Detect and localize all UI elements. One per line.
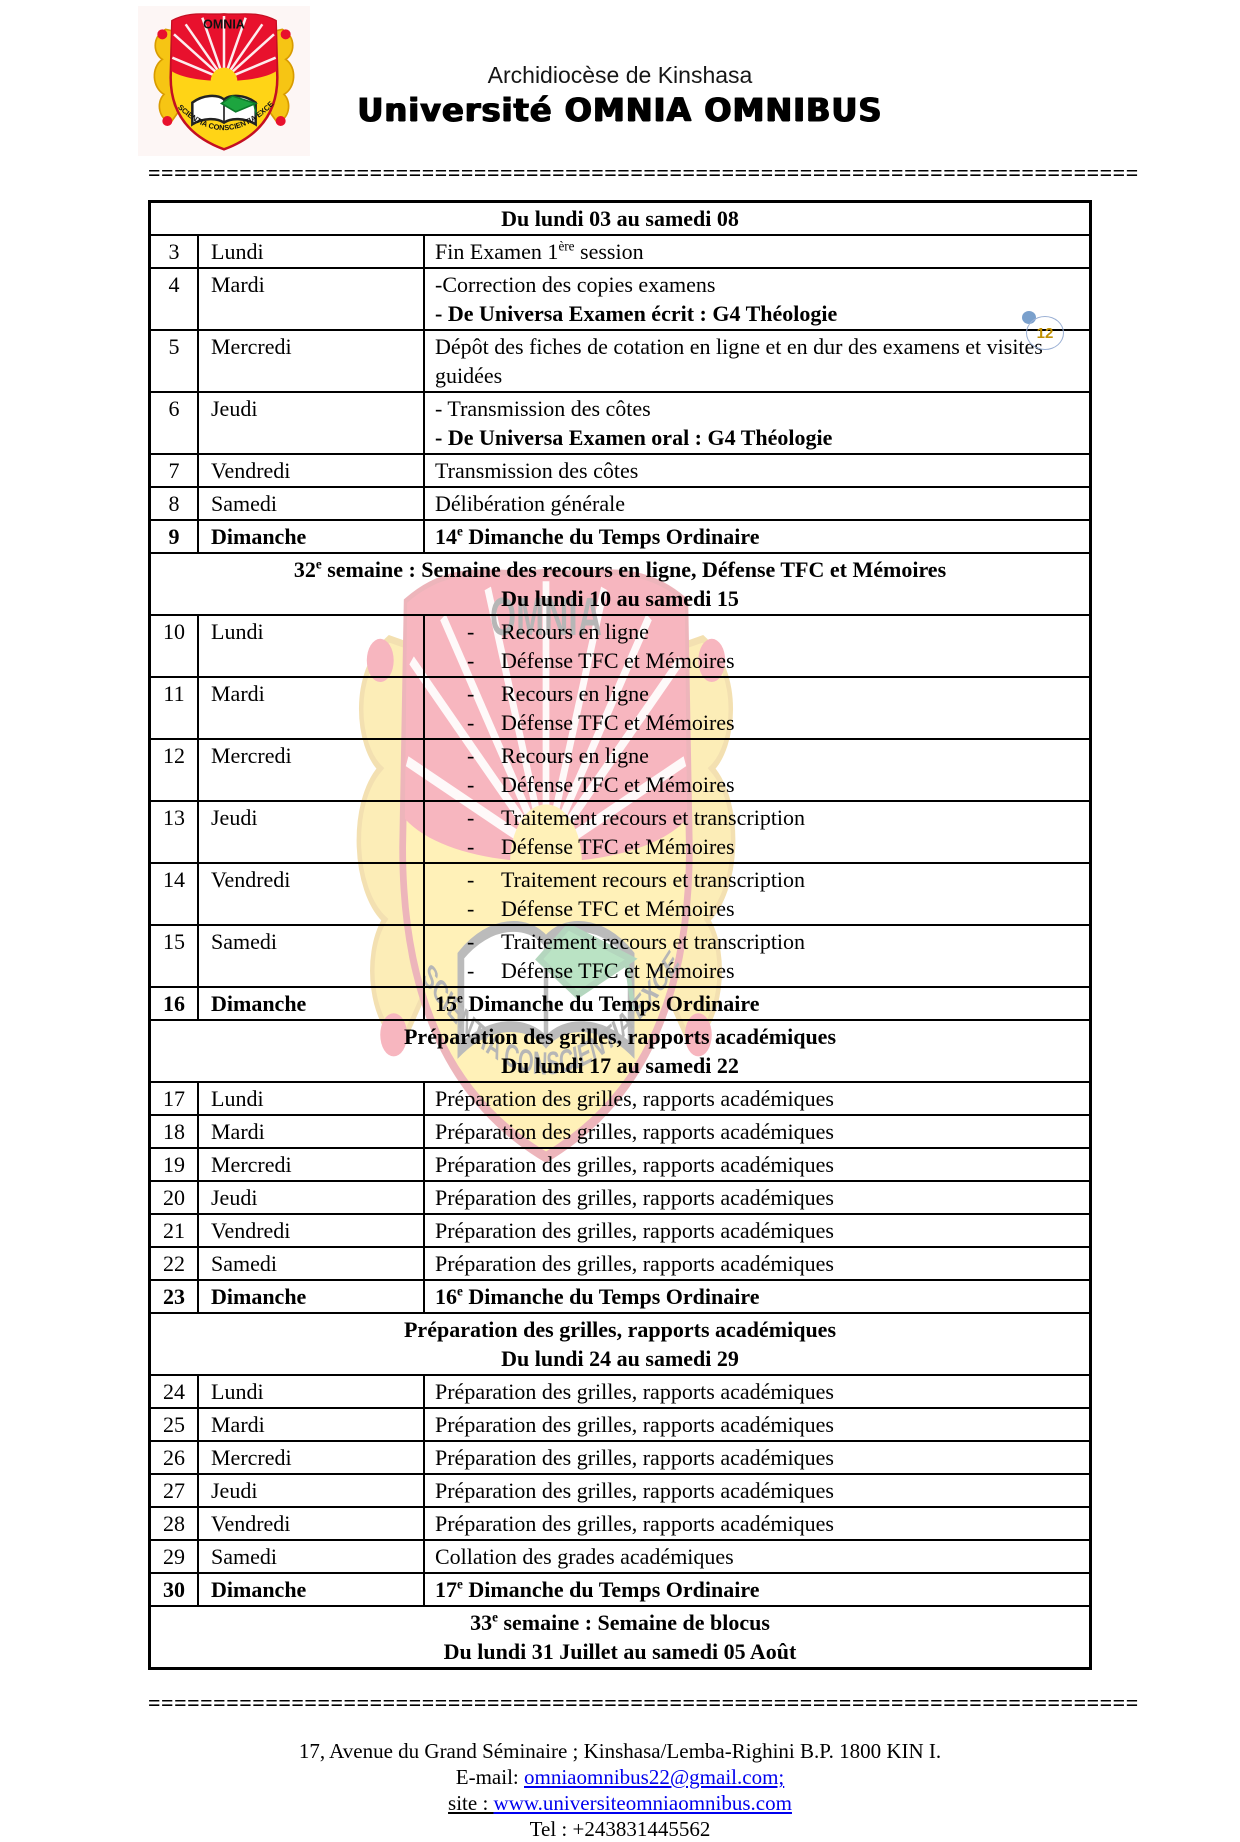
day-row <box>151 1473 1089 1506</box>
site-link[interactable]: www.universiteomniaomnibus.com <box>493 1791 792 1815</box>
activity-line: - Recours en ligne <box>467 681 649 706</box>
activity-line: 16e Dimanche du Temps Ordinaire <box>435 1283 760 1309</box>
section-line: 33e semaine : Semaine de blocus <box>470 1609 770 1635</box>
activity-line: - Défense TFC et Mémoires <box>467 958 735 983</box>
day-activities <box>425 1149 1089 1180</box>
day-number: 29 <box>151 1541 199 1572</box>
day-activities <box>425 1442 1089 1473</box>
bullet-dash-icon: - <box>467 710 475 735</box>
day-name: Vendredi <box>199 1508 425 1539</box>
day-name: Vendredi <box>199 455 425 486</box>
activity-line: Dépôt des fiches de cotation en ligne et en dur des examens et visites guidées <box>435 334 1043 388</box>
activity-line: - Traitement recours et transcription <box>467 867 806 892</box>
day-row <box>151 1147 1089 1180</box>
day-number: 14 <box>151 864 199 924</box>
day-number: 18 <box>151 1116 199 1147</box>
activity-line: - Traitement recours et transcription <box>467 805 806 830</box>
day-number: 6 <box>151 393 199 453</box>
activity-line: Collation des grades académiques <box>435 1544 734 1569</box>
section-line: Préparation des grilles, rapports académiques <box>403 1024 837 1049</box>
day-activities <box>425 1508 1089 1539</box>
footer-tel: Tel : +243831445562 <box>529 1817 711 1841</box>
section-line: Du lundi 17 au samedi 22 <box>501 1053 739 1078</box>
activity-line: Préparation des grilles, rapports académiques <box>435 1119 834 1144</box>
day-activities <box>425 1376 1089 1407</box>
activity-line: - Traitement recours et transcription <box>467 929 806 954</box>
activity-line: - Défense TFC et Mémoires <box>467 834 735 859</box>
activity-line: Délibération générale <box>435 491 625 516</box>
day-row <box>151 1246 1089 1279</box>
day-activities <box>425 455 1089 486</box>
day-number: 25 <box>151 1409 199 1440</box>
day-row <box>151 924 1089 986</box>
day-row <box>151 1081 1089 1114</box>
day-activities <box>425 1409 1089 1440</box>
day-activities <box>425 1281 1089 1312</box>
section-line: Du lundi 10 au samedi 15 <box>501 586 739 611</box>
day-row <box>151 1279 1089 1312</box>
day-name: Lundi <box>199 236 425 267</box>
activity-line: Préparation des grilles, rapports académiques <box>435 1379 834 1404</box>
activity-line: Préparation des grilles, rapports académiques <box>435 1152 834 1177</box>
day-row <box>151 1506 1089 1539</box>
activity-line: Préparation des grilles, rapports académiques <box>435 1478 834 1503</box>
day-name: Jeudi <box>199 1475 425 1506</box>
divider-bottom: ============================================================================ <box>148 1690 1139 1715</box>
day-name: Dimanche <box>199 1281 425 1312</box>
bullet-dash-icon: - <box>467 681 475 706</box>
day-activities <box>425 1215 1089 1246</box>
activity-line: - Recours en ligne <box>467 619 649 644</box>
bullet-dash-icon: - <box>467 805 475 830</box>
schedule-table-wrap <box>148 200 1092 1670</box>
day-number: 21 <box>151 1215 199 1246</box>
day-number: 24 <box>151 1376 199 1407</box>
activity-line: - Recours en ligne <box>467 743 649 768</box>
day-name: Vendredi <box>199 864 425 924</box>
day-row <box>151 738 1089 800</box>
activity-line: - De Universa Examen écrit : G4 Théologie <box>435 301 838 326</box>
day-name: Lundi <box>199 1083 425 1114</box>
day-activities <box>425 1541 1089 1572</box>
university-crest-logo-icon <box>138 6 310 156</box>
bullet-dash-icon: - <box>467 896 475 921</box>
section-row <box>151 1312 1089 1374</box>
day-number: 15 <box>151 926 199 986</box>
archdiocese-title: Archidiocèse de Kinshasa <box>487 62 753 88</box>
activity-line: Préparation des grilles, rapports académiques <box>435 1251 834 1276</box>
day-activities <box>425 1574 1089 1605</box>
day-row <box>151 676 1089 738</box>
day-row <box>151 1539 1089 1572</box>
activity-line: Préparation des grilles, rapports académiques <box>435 1086 834 1111</box>
day-row <box>151 453 1089 486</box>
day-name: Dimanche <box>199 521 425 552</box>
day-name: Mercredi <box>199 1149 425 1180</box>
day-number: 17 <box>151 1083 199 1114</box>
activity-line: Préparation des grilles, rapports académiques <box>435 1511 834 1536</box>
activity-line: - Défense TFC et Mémoires <box>467 710 735 735</box>
activity-line: Préparation des grilles, rapports académiques <box>435 1445 834 1470</box>
day-activities <box>425 678 1089 738</box>
day-number: 19 <box>151 1149 199 1180</box>
day-name: Jeudi <box>199 393 425 453</box>
activity-line: 14e Dimanche du Temps Ordinaire <box>435 523 760 549</box>
section-row <box>151 1019 1089 1081</box>
day-activities <box>425 926 1089 986</box>
day-row <box>151 1114 1089 1147</box>
day-number: 7 <box>151 455 199 486</box>
day-row <box>151 486 1089 519</box>
day-number: 11 <box>151 678 199 738</box>
day-name: Samedi <box>199 1248 425 1279</box>
day-name: Samedi <box>199 1541 425 1572</box>
day-number: 20 <box>151 1182 199 1213</box>
day-activities <box>425 1248 1089 1279</box>
activity-line: Préparation des grilles, rapports académiques <box>435 1218 834 1243</box>
day-activities <box>425 616 1089 676</box>
bullet-dash-icon: - <box>467 834 475 859</box>
day-activities <box>425 1083 1089 1114</box>
page-header <box>0 0 1240 162</box>
site-label: site : <box>448 1791 494 1815</box>
day-row <box>151 267 1089 329</box>
day-name: Lundi <box>199 1376 425 1407</box>
comment-marker[interactable] <box>1026 316 1064 350</box>
activity-line: - Défense TFC et Mémoires <box>467 896 735 921</box>
activity-line: -Correction des copies examens <box>435 272 716 297</box>
day-name: Mardi <box>199 1116 425 1147</box>
bullet-dash-icon: - <box>467 867 475 892</box>
section-line: 32e semaine : Semaine des recours en ligne, Défense TFC et Mémoires <box>293 556 947 582</box>
day-number: 13 <box>151 802 199 862</box>
university-title: Université OMNIA OMNIBUS <box>357 91 883 129</box>
day-activities <box>425 1475 1089 1506</box>
bullet-dash-icon: - <box>467 619 475 644</box>
schedule-table <box>148 200 1092 1670</box>
activity-line: 15e Dimanche du Temps Ordinaire <box>435 990 760 1016</box>
footer-site-line <box>0 1790 1240 1816</box>
day-name: Mercredi <box>199 740 425 800</box>
day-number: 12 <box>151 740 199 800</box>
day-row <box>151 800 1089 862</box>
day-number: 4 <box>151 269 199 329</box>
day-row <box>151 614 1089 676</box>
day-number: 22 <box>151 1248 199 1279</box>
day-row <box>151 329 1089 391</box>
day-row <box>151 1440 1089 1473</box>
day-activities <box>425 488 1089 519</box>
activity-line: Préparation des grilles, rapports académiques <box>435 1185 834 1210</box>
day-row <box>151 1213 1089 1246</box>
day-name: Samedi <box>199 488 425 519</box>
email-link[interactable]: omniaomnibus22@gmail.com; <box>524 1765 785 1789</box>
section-line: Du lundi 03 au samedi 08 <box>501 206 739 231</box>
day-name: Mardi <box>199 269 425 329</box>
day-activities <box>425 236 1089 267</box>
footer-email-line <box>0 1764 1240 1790</box>
day-row <box>151 1180 1089 1213</box>
day-name: Vendredi <box>199 1215 425 1246</box>
activity-line: - Défense TFC et Mémoires <box>467 772 735 797</box>
day-number: 28 <box>151 1508 199 1539</box>
day-number: 10 <box>151 616 199 676</box>
section-line: Du lundi 24 au samedi 29 <box>501 1346 739 1371</box>
activity-line: Fin Examen 1ère session <box>435 238 644 264</box>
activity-line: Préparation des grilles, rapports académiques <box>435 1412 834 1437</box>
day-row <box>151 1572 1089 1605</box>
day-name: Mardi <box>199 678 425 738</box>
activity-line: Transmission des côtes <box>435 458 639 483</box>
activity-line: - Défense TFC et Mémoires <box>467 648 735 673</box>
bullet-dash-icon: - <box>467 743 475 768</box>
comment-number: 12 <box>1026 316 1064 350</box>
day-row <box>151 1374 1089 1407</box>
page-footer <box>0 1738 1240 1842</box>
day-activities <box>425 864 1089 924</box>
day-number: 8 <box>151 488 199 519</box>
day-name: Mardi <box>199 1409 425 1440</box>
day-activities <box>425 269 1089 329</box>
activity-line: - Transmission des côtes <box>435 396 651 421</box>
day-activities <box>425 802 1089 862</box>
section-row <box>151 1605 1089 1667</box>
day-row <box>151 986 1089 1019</box>
day-number: 27 <box>151 1475 199 1506</box>
day-number: 9 <box>151 521 199 552</box>
section-line: Du lundi 31 Juillet au samedi 05 Août <box>443 1639 797 1664</box>
day-activities <box>425 393 1089 453</box>
day-number: 5 <box>151 331 199 391</box>
day-number: 16 <box>151 988 199 1019</box>
day-number: 23 <box>151 1281 199 1312</box>
day-number: 26 <box>151 1442 199 1473</box>
day-name: Lundi <box>199 616 425 676</box>
day-row <box>151 391 1089 453</box>
day-row <box>151 1407 1089 1440</box>
activity-line: - De Universa Examen oral : G4 Théologie <box>435 425 833 450</box>
day-activities <box>425 988 1089 1019</box>
day-number: 3 <box>151 236 199 267</box>
day-activities <box>425 331 1089 391</box>
day-row <box>151 862 1089 924</box>
day-name: Mercredi <box>199 331 425 391</box>
day-activities <box>425 521 1089 552</box>
footer-address: 17, Avenue du Grand Séminaire ; Kinshasa/Lemba-Righini B.P. 1800 KIN I. <box>298 1739 942 1763</box>
section-row <box>151 203 1089 234</box>
day-name: Dimanche <box>199 1574 425 1605</box>
day-activities <box>425 1116 1089 1147</box>
day-number: 30 <box>151 1574 199 1605</box>
day-name: Mercredi <box>199 1442 425 1473</box>
activity-line: 17e Dimanche du Temps Ordinaire <box>435 1576 760 1602</box>
day-name: Dimanche <box>199 988 425 1019</box>
day-row <box>151 234 1089 267</box>
day-activities <box>425 1182 1089 1213</box>
bullet-dash-icon: - <box>467 772 475 797</box>
day-name: Samedi <box>199 926 425 986</box>
divider-top: ============================================================================ <box>148 160 1139 185</box>
bullet-dash-icon: - <box>467 958 475 983</box>
section-line: Préparation des grilles, rapports académiques <box>403 1317 837 1342</box>
bullet-dash-icon: - <box>467 929 475 954</box>
section-row <box>151 552 1089 614</box>
email-label: E-mail: <box>455 1765 524 1789</box>
day-name: Jeudi <box>199 1182 425 1213</box>
day-name: Jeudi <box>199 802 425 862</box>
day-row <box>151 519 1089 552</box>
day-activities <box>425 740 1089 800</box>
bullet-dash-icon: - <box>467 648 475 673</box>
